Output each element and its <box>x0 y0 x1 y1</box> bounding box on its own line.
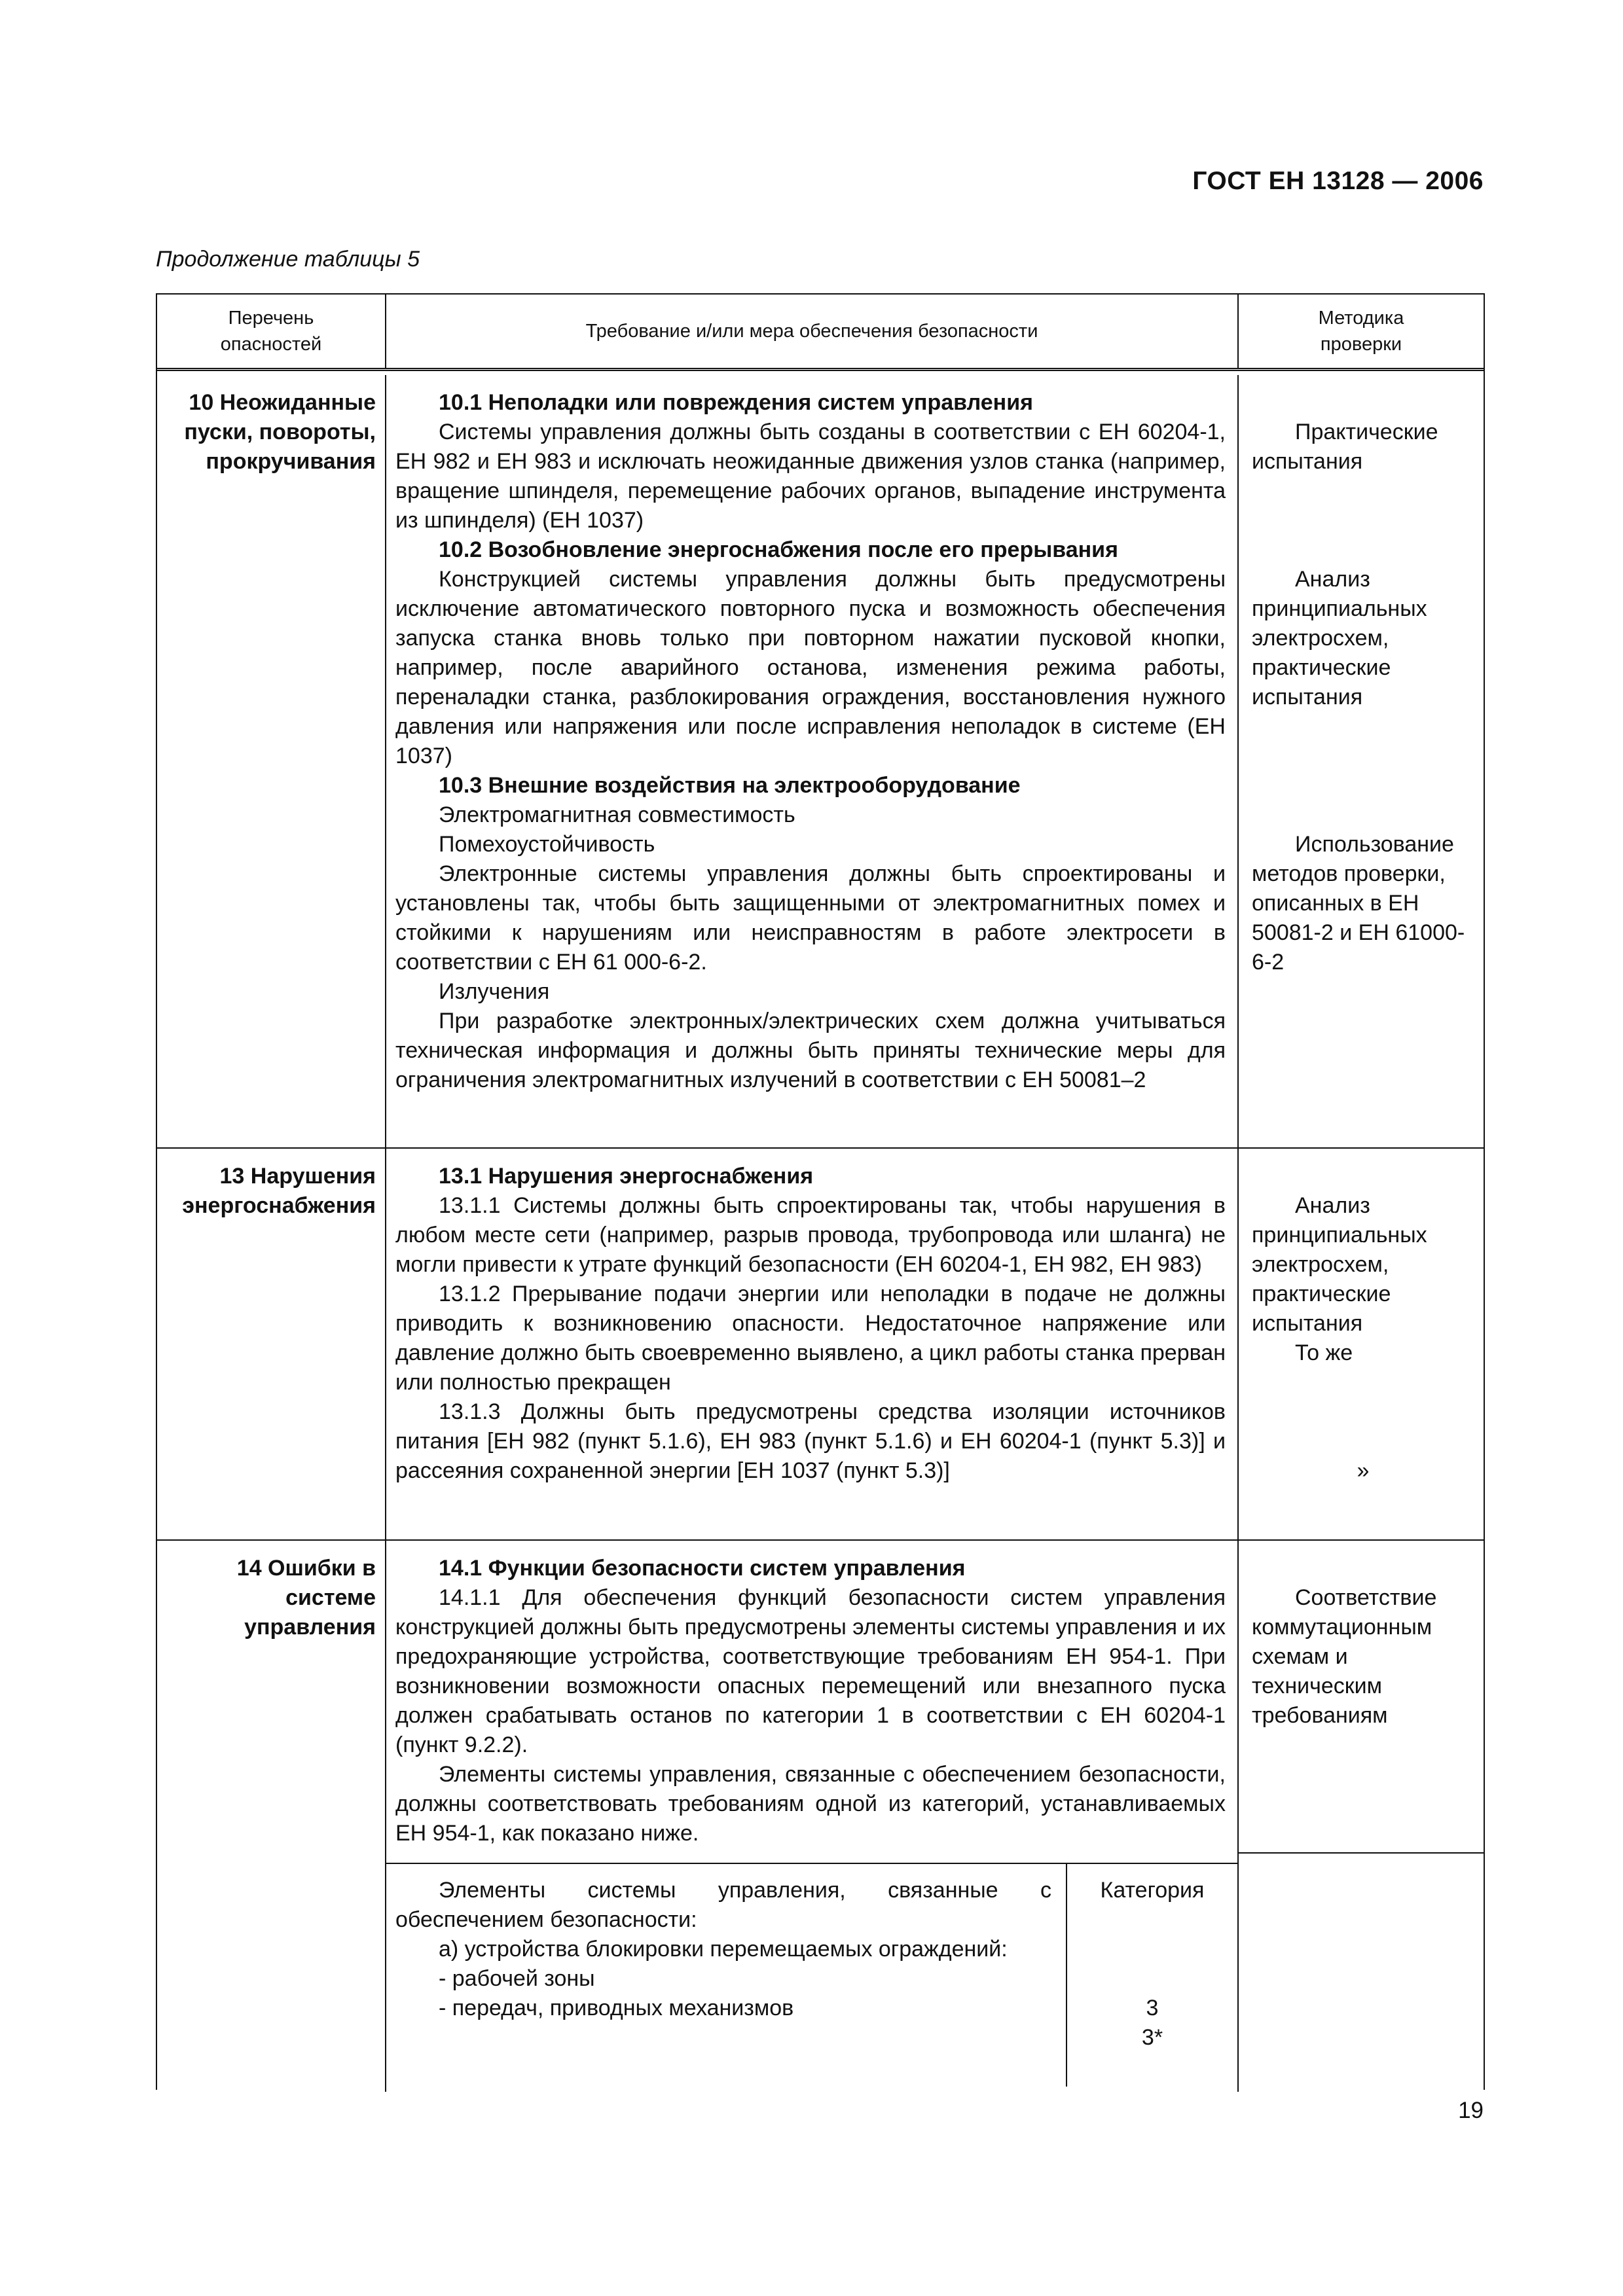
method-text: Анализ принципиальных электросхем, практические испытания <box>1252 1193 1427 1336</box>
section-heading: 10.1 Неполадки или повреждения систем управления <box>439 390 1033 415</box>
header-hazards <box>157 295 386 368</box>
section-heading: 10.2 Возобновление энергоснабжения после его прерывания <box>439 537 1118 562</box>
requirement-text: Помехоустойчивость <box>439 832 655 857</box>
subtable-item: - передач, приводных механизмов <box>439 1996 794 2020</box>
requirement-text: Излучения <box>439 979 550 1004</box>
subtable-category-column <box>1067 1864 1237 2087</box>
methods-cell <box>1239 375 1484 1147</box>
header-hazards-label: Перечень опасностей <box>220 308 322 355</box>
section-heading: 13.1 Нарушения энергоснабжения <box>439 1164 814 1189</box>
subtable-elements-column <box>386 1864 1067 2087</box>
header-methods-label: Методика проверки <box>1318 308 1404 355</box>
method-text: Использование методов проверки, описанных в ЕН 50081-2 и ЕН 61000-6-2 <box>1252 832 1465 975</box>
hazard-label: 14 Ошибки в системе управления <box>236 1556 376 1640</box>
requirements-cell <box>386 1541 1239 2092</box>
category-subtable <box>386 1863 1237 2087</box>
requirement-text: Конструкцией системы управления должны быть предусмотрены исключение автоматического повторного пуска и возможность обеспечения запуска станка вновь только при повторном нажатии пусковой кнопки, например, после аварийного останова, изменения режима работы, переналадки станка, разблокирования ограждения, восстановления нужного давления или напряжения или после исправления неполадок в системе (ЕН 1037) <box>395 567 1226 768</box>
header-methods <box>1239 295 1484 368</box>
requirement-text: Системы управления должны быть созданы в соответствии с ЕН 60204-1, ЕН 982 и ЕН 983 и исключать неожиданные движения узлов станка (например, вращение шпинделя, перемещение рабочих органов, выпадение инструмента из шпинделя) (ЕН 1037) <box>395 420 1226 533</box>
table-header-row <box>157 295 1484 371</box>
hazard-cell <box>157 375 386 1147</box>
method-text: Практические испытания <box>1252 420 1438 474</box>
hazard-cell <box>157 1149 386 1539</box>
hazard-label: 13 Нарушения энергоснабжения <box>182 1164 376 1218</box>
category-value: 3* <box>1141 2025 1163 2050</box>
method-text: » <box>1357 1458 1370 1483</box>
method-text: То же <box>1295 1340 1353 1365</box>
method-text: Анализ принципиальных электросхем, практические испытания <box>1252 567 1427 709</box>
requirement-text: 13.1.2 Прерывание подачи энергии или неполадки в подаче не должны приводить к возникновению опасности. Недостаточное напряжение или давление должно быть своевременно выявлено, а цикл работы станка прерван или полностью прекращен <box>395 1282 1226 1395</box>
category-value: 3 <box>1146 1996 1159 2020</box>
table-row <box>157 375 1484 1149</box>
hazards-table <box>156 293 1485 2090</box>
requirement-text: 13.1.1 Системы должны быть спроектированы так, чтобы нарушения в любом месте сети (например, разрыв провода, трубопровода или шланга) не могли привести к утрате функций безопасности (ЕН 60204-1, ЕН 982, ЕН 983) <box>395 1193 1226 1277</box>
table-row <box>157 1149 1484 1541</box>
section-heading: 14.1 Функции безопасности систем управления <box>439 1556 966 1581</box>
requirement-text: Электромагнитная совместимость <box>439 802 795 827</box>
requirement-text: Электронные системы управления должны быть спроектированы и установлены так, чтобы быть защищенными от электромагнитных помех и стойкими к нарушениям или неисправностям в работе электросети в соответствии с ЕН 61 000-6-2. <box>395 861 1226 975</box>
requirement-text: Элементы системы управления, связанные с обеспечением безопасности, должны соответствовать требованиям одной из категорий, устанавливаемых ЕН 954-1, как показано ниже. <box>395 1762 1226 1846</box>
table-caption: Продолжение таблицы 5 <box>156 247 420 272</box>
methods-cell <box>1239 1541 1484 1854</box>
document-header: ГОСТ ЕН 13128 — 2006 <box>1192 167 1484 195</box>
subtable-item: - рабочей зоны <box>439 1966 595 1991</box>
requirements-cell <box>386 1149 1239 1539</box>
requirements-cell <box>386 375 1239 1147</box>
subtable-item: а) устройства блокировки перемещаемых ограждений: <box>439 1937 1008 1962</box>
page-number: 19 <box>1458 2098 1484 2123</box>
hazard-cell <box>157 1541 386 2092</box>
subtable-col2-header: Категория <box>1100 1878 1205 1903</box>
header-requirements: Требование и/или мера обеспечения безопасности <box>386 295 1239 368</box>
requirement-text: 14.1.1 Для обеспечения функций безопасности систем управления конструкцией должны быть предусмотрены элементы системы управления и их предохраняющие устройства, соответствующие требованиям ЕН 954-1. При возникновении возможности опасных перемещений или внезапного пуска должен срабатывать останов по категории 1 в соответствии с ЕН 60204-1 (пункт 9.2.2). <box>395 1585 1226 1757</box>
table-row <box>157 1541 1484 2092</box>
hazard-label: 10 Неожиданные пуски, повороты, прокручивания <box>184 390 376 474</box>
methods-cell <box>1239 1149 1484 1539</box>
requirement-text: При разработке электронных/электрических схем должна учитываться техническая информация и должны быть приняты технические меры для ограничения электромагнитных излучений в соответствии с ЕН 50081–2 <box>395 1009 1226 1092</box>
requirement-text: 13.1.3 Должны быть предусмотрены средства изоляции источников питания [ЕН 982 (пункт 5.1.6), ЕН 983 (пункт 5.1.6) и ЕН 60204-1 (пункт 5.3)] и рассеяния сохраненной энергии [ЕН 1037 (пункт 5.3)] <box>395 1399 1226 1483</box>
subtable-col1-header: Элементы системы управления, связанные с обеспечением безопасности: <box>395 1878 1051 1932</box>
section-heading: 10.3 Внешние воздействия на электрооборудование <box>439 773 1021 798</box>
method-text: Соответствие коммутационным схемам и техническим требованиям <box>1252 1585 1437 1728</box>
